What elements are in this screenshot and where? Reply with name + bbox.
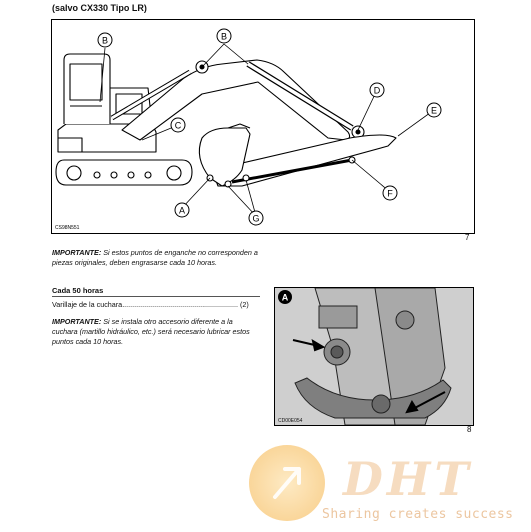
- label-b-boom: B: [220, 31, 228, 42]
- figure-7-code: CS98N551: [55, 225, 80, 231]
- label-a: A: [178, 205, 186, 216]
- label-b-cab: B: [101, 35, 109, 46]
- section-rule: [52, 296, 260, 297]
- label-e: E: [430, 105, 438, 116]
- watermark-logo-text: DHT: [343, 452, 473, 506]
- important-note-1: [52, 248, 260, 268]
- label-d: D: [373, 85, 381, 96]
- section-title: Cada 50 horas: [52, 286, 104, 295]
- figure-7-number: 7: [465, 233, 470, 242]
- excavator-illustration: [52, 20, 474, 233]
- bucket-linkage-photo: [274, 287, 474, 426]
- page-title: (salvo CX330 Tipo LR): [52, 3, 147, 13]
- item-dots: ..........................................................: [122, 300, 239, 309]
- figure-8-code: CD00E054: [278, 418, 303, 424]
- excavator-lubrication-figure: [51, 19, 475, 234]
- watermark-tagline: Sharing creates success: [322, 507, 514, 522]
- important-text: Si se instala otro accesorio diferente a la cuchara (martillo hidráulico, etc.) será necesario lubricar estos puntos cada 10 horas.: [52, 317, 250, 346]
- important-lead: IMPORTANTE:: [52, 317, 102, 326]
- lubrication-item: [52, 300, 260, 309]
- label-g: G: [252, 213, 260, 224]
- figure-8-number: 8: [467, 425, 472, 434]
- item-ref: (2): [240, 300, 249, 309]
- bucket-linkage-illustration: [275, 288, 473, 425]
- label-f: F: [387, 188, 393, 199]
- important-note-2: [52, 317, 260, 347]
- important-text: Si estos puntos de enganche no corresponden a piezas originales, deben engrasarse cada 10 horas.: [52, 248, 258, 267]
- label-c: C: [174, 120, 182, 131]
- photo-label-a: A: [281, 292, 289, 303]
- item-label: Varillaje de la cuchara: [52, 300, 123, 309]
- track: [56, 160, 192, 185]
- important-lead: IMPORTANTE:: [52, 248, 102, 257]
